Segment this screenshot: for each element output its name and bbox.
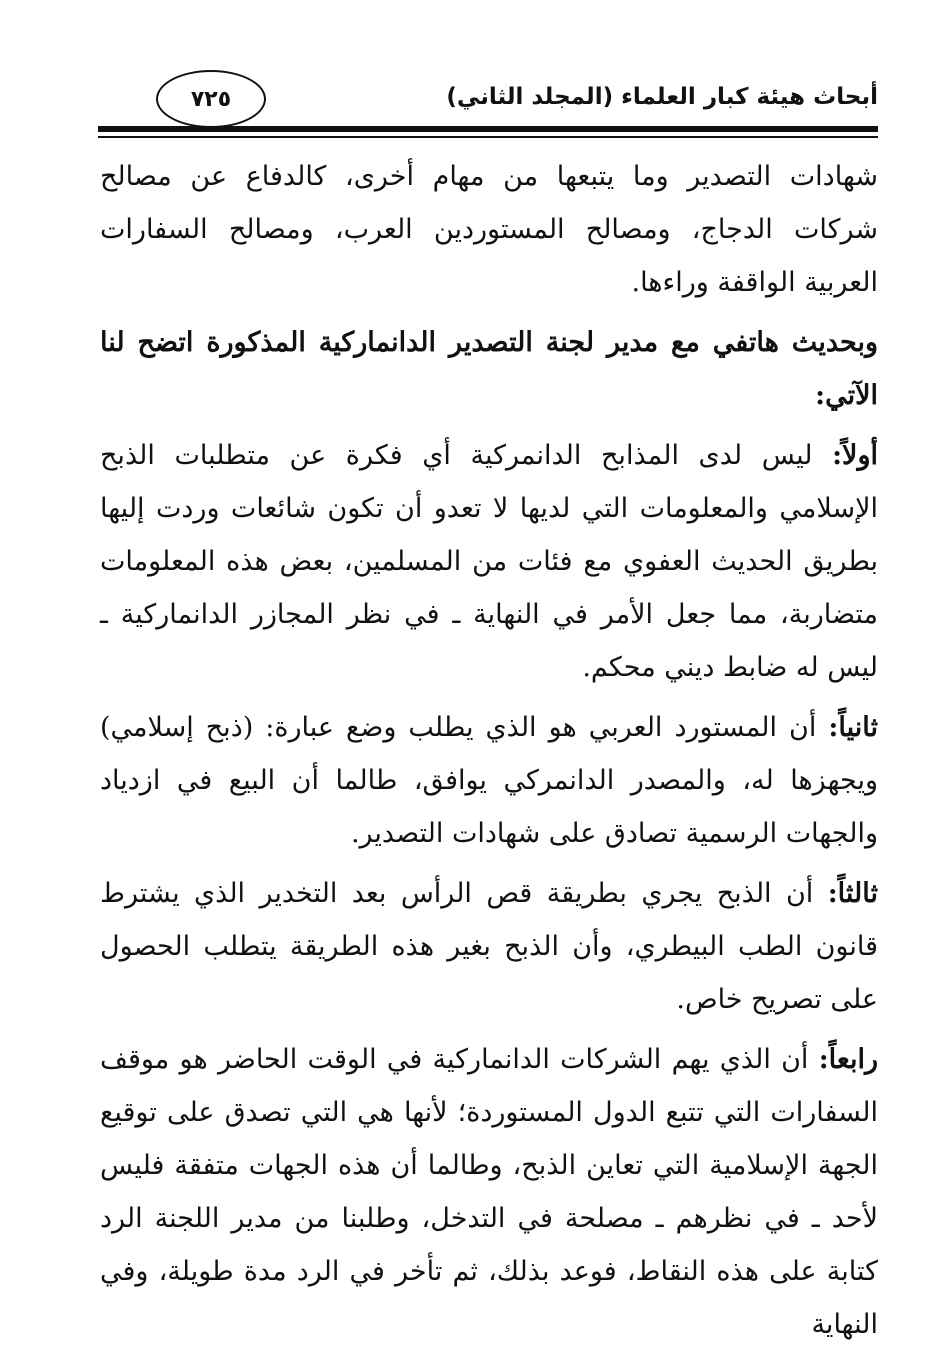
paragraph-second-point	[100, 701, 878, 860]
header-rule-thin	[98, 136, 878, 138]
point-lead-third: ثالثاً:	[827, 878, 878, 909]
point-text-second: أن المستورد العربي هو الذي يطلب وضع عبارة: (ذبح إسلامي) ويجهزها له، والمصدر الدانمركي يوافق، طالما أن البيع في ازدياد والجهات الرسمية تصادق على شهادات التصدير.	[100, 712, 878, 849]
point-lead-fourth: رابعاً:	[818, 1044, 878, 1075]
page-number: ٧٢٥	[190, 86, 232, 112]
paragraph-1: شهادات التصدير وما يتبعها من مهام أخرى، كالدفاع عن مصالح شركات الدجاج، ومصالح المستوردين العرب، ومصالح السفارات العربية الواقفة وراءها.	[100, 161, 878, 298]
paragraph-2: وبحديث هاتفي مع مدير لجنة التصدير الدانماركية المذكورة اتضح لنا الآتي:	[100, 327, 878, 411]
paragraph-fourth-point	[100, 1033, 878, 1351]
point-lead-second: ثانياً:	[828, 712, 878, 743]
page-body	[100, 150, 878, 1358]
paragraph-first-point	[100, 429, 878, 694]
paragraph-third-point	[100, 867, 878, 1026]
point-text-first: ليس لدى المذابح الدانمركية أي فكرة عن متطلبات الذبح الإسلامي والمعلومات التي لديها لا تعدو أن تكون شائعات وردت إليها بطريق الحديث العفوي مع فئات من المسلمين، بعض هذه المعلومات متضاربة، مما جعل الأمر في النهاية ـ في نظر المجازر الدانماركية ـ ليس له ضابط ديني محكم.	[100, 440, 878, 683]
point-text-third: أن الذبح يجري بطريقة قص الرأس بعد التخدير الذي يشترط قانون الطب البيطري، وأن الذبح بغير هذه الطريقة يتطلب الحصول على تصريح خاص.	[100, 878, 878, 1015]
running-header	[98, 70, 878, 150]
page-number-oval	[156, 70, 266, 128]
point-text-fourth: أن الذي يهم الشركات الدانماركية في الوقت الحاضر هو موقف السفارات التي تتبع الدول المستوردة؛ لأنها هي التي تصدق على توقيع الجهة الإسلامية التي تعاين الذبح، وطالما أن هذه الجهات متفقة فليس لأحد ـ في نظرهم ـ مصلحة في التدخل، وطلبنا من مدير اللجنة الرد كتابة على هذه النقاط، فوعد بذلك، ثم تأخر في الرد مدة طويلة، وفي النهاية	[100, 1044, 878, 1340]
point-lead-first: أولاً:	[832, 440, 878, 471]
book-title: أبحاث هيئة كبار العلماء (المجلد الثاني)	[446, 84, 878, 110]
